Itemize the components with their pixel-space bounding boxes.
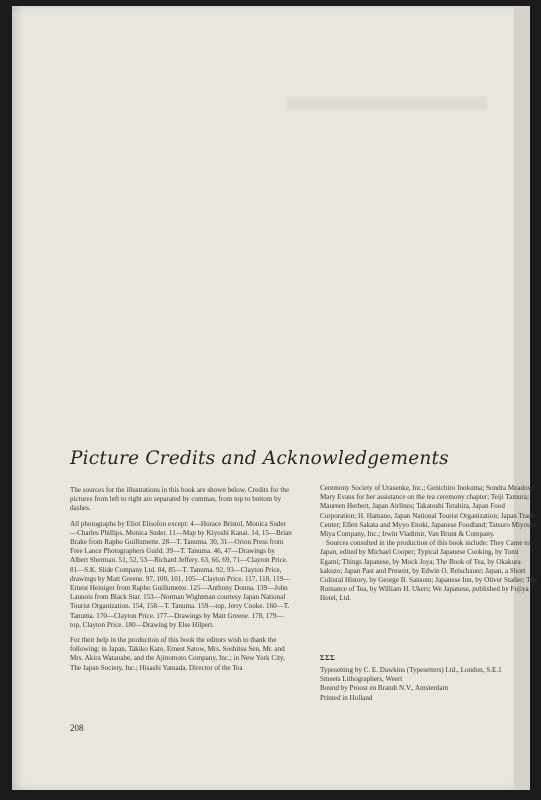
right-column	[320, 484, 538, 604]
photo-credits: All photographs by Eliot Elisofon except: 4—Horace Bristol, Monica Suder—Charles Phillips, Monica Suder. 11—Map by Kiyoshi Kanai. 14, 15—Brian Brake from Rapho Guillumette. 28—T. Tanuma. 30, 31—Orion Press from Free Lance Photographers Guild. 39—T. Tanuma. 46, 47—Drawings by Albert Sherman. 51, 52, 53—Richard Jeffery. 63, 66, 69, 71—Clayton Price. 81—S.K. Slide Company Ltd. 84, 85—T. Tanuma. 92, 93—Clayton Price, drawings by Matt Greene. 97, 100, 101, 105—Clayton Price. 117, 118, 119—Ernest Heiniger from Rapho Guillumette. 125—Anthony Donna. 139—John Launois from Black Star. 153—Norman Wightman courtesy Japan National Tourist Organization. 154, 158—T. Tanuma. 159—top, Jerry Cooke. 160—T. Tanuma. 170—Clayton Price. 177—Drawings by Matt Greene. 178, 179—top, Clayton Price. 180—Drawing by Else Hilpert.	[70, 519, 292, 629]
page-number: 208	[70, 723, 84, 733]
colophon-line: Printed in Holland	[320, 693, 373, 702]
colophon-line: Bound by Proost en Brandt N.V., Amsterdam	[320, 684, 449, 693]
colophon	[320, 666, 538, 703]
show-through-text	[287, 96, 487, 110]
acknowledgements-start: For their help in the production of this book the editors wish to thank the following: in Japan, Takiko Kato, Ernest Satow, Mrs. Soshitsu Sen, Mr. and Mrs. Akira Watanabe, and the Ajinomoto Company, Inc.; in New York City, The Japan Society, Inc.; Hisashi Yamada, Director of the Tea	[70, 636, 285, 672]
colophon-line: Smeets Lithographers, Weert	[320, 675, 403, 684]
colophon-ornament: ΣΣΣ	[320, 654, 336, 662]
acknowledgements-continued: Ceremony Society of Urasenke, Inc.; Genichiro Inokuma; Sondra Meadow; Mary Evans for her assistance on the tea ceremony chapter; Teiji Tamura; Maureen Herbert, Japan Airlines; Takatoshi Terahira, Japan Food Corporation; H. Hamano, Japan National Tourist Organization; Japan Trade Center; Ellen Sakata and Myyo Enoki, Japanese Foodland; Tatsuro Miyoshi, Miya Company, Inc.; Irwin Vladimir, Van Brunt & Company.	[320, 484, 538, 539]
colophon-line: Typesetting by C. E. Dawkins (Typesetters) Ltd., London, S.E.1	[320, 666, 502, 674]
page-title: Picture Credits and Acknowledgements	[70, 448, 449, 469]
credits-intro: The sources for the illustrations in this book are shown below. Credits for the pictures from left to right are separated by commas, from top to bottom by dashes.	[70, 486, 290, 513]
sources-consulted: Sources consulted in the production of this book include: They Came to Japan, edited by Michael Cooper; Typical Japanese Cooking, by Tomi Egami; Things Japanese, by Mock Joya; The Book of Tea, by Okakura kakuzo; Japan Past and Present, by Edwin O. Reischauer; Japan, a Short Cultural History, by George B. Sansom; Japanese Inn, by Oliver Statler; The Romance of Tea, by William H. Ukers; We Japanese, published by Fujiya Hotel, Ltd.	[320, 539, 538, 603]
left-column	[70, 486, 292, 679]
book-page	[12, 6, 538, 790]
